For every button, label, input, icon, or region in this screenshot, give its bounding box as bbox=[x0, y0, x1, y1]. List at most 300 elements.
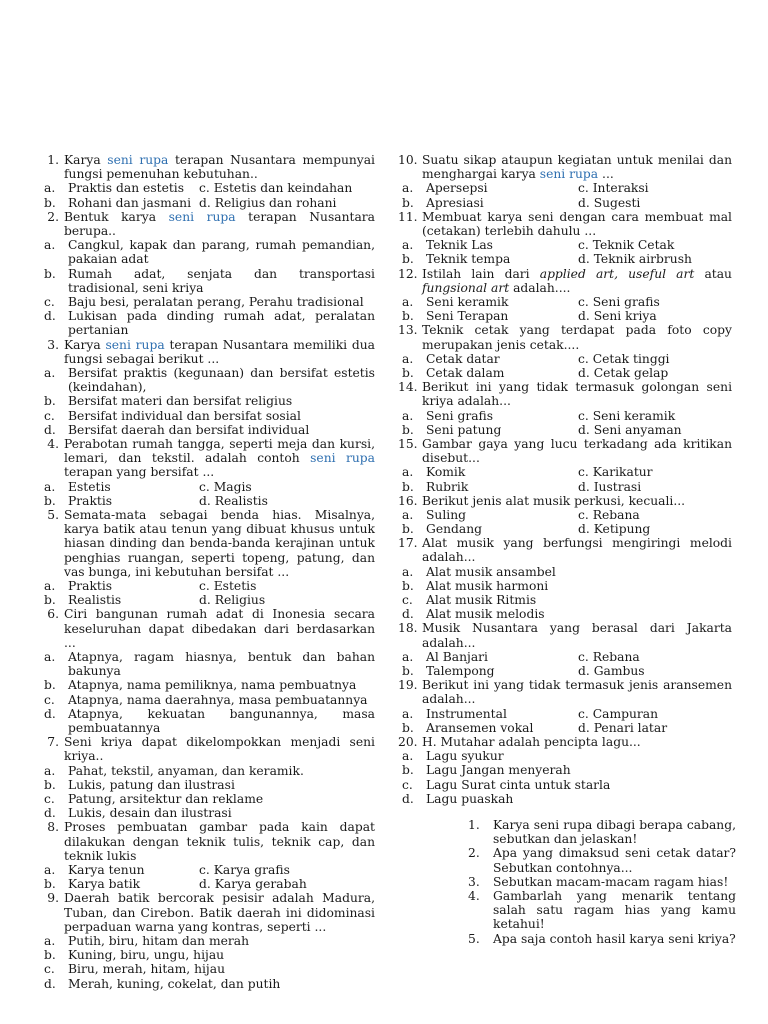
option-row bbox=[398, 309, 732, 323]
answer-option bbox=[40, 707, 375, 735]
option-text: c. Estetis dan keindahan bbox=[199, 181, 353, 196]
option-grid bbox=[40, 579, 375, 607]
option-grid bbox=[398, 352, 732, 380]
question-text-pre: Suatu sikap ataupun kegiatan untuk menilai dan menghargai karya bbox=[422, 153, 732, 182]
question-item bbox=[40, 338, 375, 366]
answer-option bbox=[398, 565, 732, 579]
option-row bbox=[398, 181, 732, 195]
option-label: b. bbox=[44, 678, 56, 693]
answer-option bbox=[40, 948, 375, 962]
essay-question bbox=[468, 818, 736, 846]
question-text bbox=[422, 380, 732, 408]
option-text: Instrumental bbox=[426, 706, 507, 721]
question-text-pre: Gambar gaya yang lucu terkadang ada kritikan disebut... bbox=[422, 436, 732, 466]
option-text: Komik bbox=[426, 465, 466, 480]
question-text-pre: Bentuk karya bbox=[64, 209, 169, 224]
option-text: c. Magis bbox=[199, 479, 252, 494]
option-text: Praktis bbox=[68, 579, 113, 594]
question-text-pre: Ciri bangunan rumah adat di Inonesia secara keseluruhan dapat dibedakan dari berdasarkan ... bbox=[64, 607, 375, 650]
question-number: 1. bbox=[47, 153, 59, 167]
option-text: c. Campuran bbox=[578, 706, 659, 721]
question-text-post: terapan yang bersifat ... bbox=[64, 465, 215, 480]
question-text-pre: Karya bbox=[64, 153, 108, 167]
option-list bbox=[40, 650, 375, 735]
question-number: 13. bbox=[398, 323, 418, 338]
question-item bbox=[398, 267, 732, 295]
question-text-pre: Alat musik yang berfungsi mengiringi melodi adalah... bbox=[422, 536, 732, 565]
question-item bbox=[40, 820, 375, 863]
option-text: Atapnya, ragam hiasnya, bentuk dan bahan bakunya bbox=[68, 650, 375, 679]
highlight-term: seni rupa bbox=[310, 451, 375, 466]
option-label: b. bbox=[44, 593, 56, 608]
option-grid bbox=[398, 707, 732, 735]
option-text: Patung, arsitektur dan reklame bbox=[68, 792, 264, 807]
option-text: Lagu Jangan menyerah bbox=[426, 763, 571, 778]
essay-number: 4. bbox=[468, 889, 480, 904]
option-grid bbox=[40, 480, 375, 508]
question-number: 14. bbox=[398, 380, 418, 395]
option-text: d. Religius bbox=[199, 593, 266, 608]
essay-number: 1. bbox=[468, 818, 480, 832]
option-label: b. bbox=[402, 195, 414, 210]
question-item bbox=[398, 536, 732, 564]
answer-option bbox=[40, 238, 375, 266]
answer-option bbox=[40, 977, 375, 991]
option-row bbox=[40, 579, 375, 593]
option-label: d. bbox=[44, 806, 56, 821]
option-grid bbox=[398, 295, 732, 323]
essay-number: 2. bbox=[468, 846, 480, 861]
question-text-pre: Proses pembuatan gambar pada kain dapat dilakukan dengan teknik tulis, teknik cap, dan teknik lukis bbox=[64, 820, 375, 863]
question-text-post: terapan Nusantara mempunyai fungsi pemenuhan kebutuhan.. bbox=[64, 153, 375, 182]
option-text: Lukis, desain dan ilustrasi bbox=[68, 806, 232, 821]
essay-text: Karya seni rupa dibagi berapa cabang, sebutkan dan jelaskan! bbox=[493, 818, 736, 847]
option-row bbox=[398, 252, 732, 266]
option-label: d. bbox=[44, 976, 56, 991]
question-item bbox=[40, 891, 375, 934]
highlight-term: seni rupa bbox=[105, 337, 165, 352]
question-text-italic: applied art, useful art bbox=[539, 266, 695, 281]
option-text: d. Cetak gelap bbox=[578, 365, 669, 380]
question-text bbox=[422, 437, 732, 465]
option-list bbox=[40, 238, 375, 337]
answer-option bbox=[398, 792, 732, 806]
option-label: a. bbox=[402, 238, 414, 253]
question-item bbox=[398, 380, 732, 408]
highlight-term: seni rupa bbox=[107, 153, 169, 167]
option-label: b. bbox=[402, 479, 414, 494]
option-label: a. bbox=[44, 934, 56, 949]
question-text bbox=[64, 735, 375, 763]
option-label: b. bbox=[44, 877, 56, 892]
question-text bbox=[422, 153, 732, 181]
option-text: Seni patung bbox=[426, 422, 502, 437]
option-text: Lagu Surat cinta untuk starla bbox=[426, 777, 611, 792]
answer-option bbox=[40, 764, 375, 778]
option-row bbox=[40, 593, 375, 607]
option-label: b. bbox=[402, 309, 414, 324]
option-text: Alat musik ansambel bbox=[426, 564, 556, 579]
question-item bbox=[398, 210, 732, 238]
question-text bbox=[64, 820, 375, 863]
option-text: Aransemen vokal bbox=[426, 720, 534, 735]
option-label: a. bbox=[402, 749, 414, 764]
question-number: 11. bbox=[398, 209, 418, 224]
question-item bbox=[398, 437, 732, 465]
question-text-pre: Membuat karya seni dengan cara membuat mal (cetakan) terlebih dahulu ... bbox=[422, 209, 732, 238]
question-text-post: terapan Nusantara memiliki dua fungsi sebagai berikut ... bbox=[64, 337, 375, 366]
question-item bbox=[398, 494, 732, 508]
question-text bbox=[64, 891, 375, 934]
option-row bbox=[398, 409, 732, 423]
essay-number: 3. bbox=[468, 874, 480, 889]
option-text: d. Seni anyaman bbox=[578, 422, 682, 437]
question-text bbox=[64, 607, 375, 650]
option-label: a. bbox=[402, 706, 414, 721]
option-text: Cetak dalam bbox=[426, 365, 505, 380]
essay-question bbox=[468, 875, 736, 889]
question-text-mid: atau bbox=[694, 266, 732, 281]
option-text: c. Cetak tinggi bbox=[578, 351, 670, 366]
option-row bbox=[398, 664, 732, 678]
question-item bbox=[40, 508, 375, 579]
option-label: c. bbox=[44, 692, 55, 707]
option-list bbox=[40, 764, 375, 821]
answer-option bbox=[398, 593, 732, 607]
option-text: Bersifat materi dan bersifat religius bbox=[68, 394, 293, 409]
option-label: d. bbox=[402, 791, 414, 806]
option-text: Atapnya, kekuatan bangunannya, masa pembuatannya bbox=[68, 706, 375, 736]
question-text-pre: Teknik cetak yang terdapat pada foto copy merupakan jenis cetak.... bbox=[422, 323, 732, 352]
option-label: b. bbox=[402, 578, 414, 593]
question-number: 12. bbox=[398, 266, 418, 281]
option-label: a. bbox=[44, 366, 56, 381]
answer-option bbox=[398, 607, 732, 621]
option-row bbox=[398, 196, 732, 210]
option-text: Putih, biru, hitam dan merah bbox=[68, 934, 250, 949]
answer-option bbox=[40, 693, 375, 707]
option-label: a. bbox=[402, 564, 414, 579]
option-row bbox=[398, 480, 732, 494]
essay-text: Apa yang dimaksud seni cetak datar? Sebutkan contohnya... bbox=[493, 846, 736, 875]
question-text-pre: Berikut jenis alat musik perkusi, kecuali... bbox=[422, 493, 686, 508]
option-text: Bersifat individual dan bersifat sosial bbox=[68, 408, 301, 423]
option-text: Atapnya, nama daerahnya, masa pembuatannya bbox=[68, 692, 368, 707]
question-text-pre: Berikut ini yang tidak termasuk jenis aransemen adalah... bbox=[422, 678, 732, 707]
answer-option bbox=[40, 295, 375, 309]
question-item bbox=[40, 437, 375, 480]
option-row bbox=[40, 196, 375, 210]
option-text: Lagu syukur bbox=[426, 749, 504, 764]
option-row bbox=[398, 721, 732, 735]
answer-option bbox=[40, 366, 375, 394]
option-text: d. Iustrasi bbox=[578, 479, 642, 494]
option-text: Cetak datar bbox=[426, 351, 500, 366]
option-text: c. Karikatur bbox=[578, 465, 653, 480]
option-label: b. bbox=[44, 777, 56, 792]
answer-option bbox=[40, 678, 375, 692]
question-number: 18. bbox=[398, 621, 418, 636]
option-text: Atapnya, nama pemiliknya, nama pembuatnya bbox=[68, 678, 357, 693]
question-text-italic: fungsional art bbox=[422, 280, 510, 295]
question-text bbox=[64, 437, 375, 480]
option-text: Biru, merah, hitam, hijau bbox=[68, 962, 225, 977]
question-text bbox=[422, 210, 732, 238]
question-item bbox=[398, 621, 732, 649]
question-item bbox=[398, 735, 732, 749]
option-text: Apersepsi bbox=[426, 181, 488, 196]
option-label: b. bbox=[44, 493, 56, 508]
question-text bbox=[422, 678, 732, 706]
option-label: c. bbox=[402, 593, 413, 608]
option-label: b. bbox=[402, 522, 414, 537]
option-label: a. bbox=[44, 579, 56, 594]
option-text: Seni Terapan bbox=[426, 309, 509, 324]
option-text: Al Banjari bbox=[426, 649, 488, 664]
option-text: Praktis bbox=[68, 493, 113, 508]
question-number: 5. bbox=[47, 508, 59, 523]
option-list bbox=[398, 565, 732, 622]
option-row bbox=[40, 877, 375, 891]
answer-option bbox=[40, 309, 375, 337]
option-label: b. bbox=[402, 252, 414, 267]
question-text bbox=[422, 267, 732, 295]
option-row bbox=[398, 508, 732, 522]
essay-text: Sebutkan macam-macam ragam hias! bbox=[493, 874, 729, 889]
option-row bbox=[398, 522, 732, 536]
answer-option bbox=[398, 579, 732, 593]
option-text: d. Gambus bbox=[578, 664, 645, 679]
essay-text: Apa saja contoh hasil karya seni kriya? bbox=[493, 931, 736, 946]
question-number: 4. bbox=[47, 437, 59, 452]
question-number: 15. bbox=[398, 436, 418, 451]
question-text-pre: Perabotan rumah tangga, seperti meja dan kursi, lemari, dan tekstil. adalah contoh bbox=[64, 437, 375, 466]
option-text: Alat musik harmoni bbox=[426, 578, 549, 593]
option-text: Bersifat daerah dan bersifat individual bbox=[68, 422, 310, 437]
option-text: d. Seni kriya bbox=[578, 309, 657, 324]
question-text-pre: Karya bbox=[64, 337, 106, 352]
option-text: c. Seni keramik bbox=[578, 408, 676, 423]
answer-option bbox=[40, 650, 375, 678]
answer-option bbox=[40, 423, 375, 437]
question-number: 7. bbox=[47, 735, 59, 750]
answer-option bbox=[40, 267, 375, 295]
option-label: d. bbox=[402, 607, 414, 622]
right-column bbox=[398, 153, 732, 806]
option-label: a. bbox=[44, 763, 56, 778]
option-text: c. Interaksi bbox=[578, 181, 649, 196]
question-text-pre: Daerah batik bercorak pesisir adalah Madura, Tuban, dan Cirebon. Batik daerah ini didominasi perpaduan warna yang kontras, seperti ... bbox=[64, 891, 375, 934]
question-text bbox=[64, 153, 375, 181]
question-text bbox=[64, 210, 375, 238]
answer-option bbox=[40, 934, 375, 948]
question-text-pre: H. Mutahar adalah pencipta lagu... bbox=[422, 735, 641, 750]
option-text: Rohani dan jasmani bbox=[68, 195, 192, 210]
answer-option bbox=[40, 792, 375, 806]
option-text: c. Seni grafis bbox=[578, 294, 660, 309]
question-text-pre: Istilah lain dari bbox=[422, 266, 540, 281]
option-text: d. Realistis bbox=[199, 493, 268, 508]
option-list bbox=[398, 749, 732, 806]
option-label: c. bbox=[44, 792, 55, 807]
option-text: Seni keramik bbox=[426, 294, 509, 309]
answer-option bbox=[40, 394, 375, 408]
option-text: Rubrik bbox=[426, 479, 469, 494]
option-row bbox=[398, 650, 732, 664]
option-label: c. bbox=[44, 962, 55, 977]
option-row bbox=[40, 181, 375, 195]
question-item bbox=[398, 678, 732, 706]
option-text: Suling bbox=[426, 507, 467, 522]
option-text: Karya batik bbox=[68, 877, 141, 892]
option-grid bbox=[398, 238, 732, 266]
option-text: Pahat, tekstil, anyaman, dan keramik. bbox=[68, 763, 304, 778]
option-label: c. bbox=[44, 295, 55, 309]
question-text-post: ... bbox=[598, 167, 614, 182]
option-label: a. bbox=[44, 479, 56, 494]
option-text: c. Rebana bbox=[578, 507, 640, 522]
essay-question bbox=[468, 846, 736, 874]
option-label: a. bbox=[402, 465, 414, 480]
option-label: b. bbox=[44, 195, 56, 210]
option-label: c. bbox=[402, 777, 413, 792]
question-text-pre: Musik Nusantara yang berasal dari Jakarta adalah... bbox=[422, 621, 732, 650]
option-text: c. Rebana bbox=[578, 649, 640, 664]
option-label: b. bbox=[44, 266, 56, 281]
option-text: d. Teknik airbrush bbox=[578, 252, 692, 267]
question-text-pre: Berikut ini yang tidak termasuk golongan seni kriya adalah... bbox=[422, 380, 732, 409]
option-grid bbox=[398, 650, 732, 678]
option-text: Lukis, patung dan ilustrasi bbox=[68, 777, 235, 792]
option-row bbox=[398, 352, 732, 366]
option-row bbox=[40, 494, 375, 508]
essay-section bbox=[468, 818, 736, 946]
answer-option bbox=[398, 763, 732, 777]
option-row bbox=[398, 295, 732, 309]
question-number: 3. bbox=[47, 337, 59, 352]
option-text: Kuning, biru, ungu, hijau bbox=[68, 948, 225, 963]
option-label: a. bbox=[402, 649, 414, 664]
question-number: 2. bbox=[47, 209, 59, 224]
option-text: Alat musik melodis bbox=[426, 607, 545, 622]
option-row bbox=[40, 863, 375, 877]
option-label: a. bbox=[402, 351, 414, 366]
option-text: Estetis bbox=[68, 479, 111, 494]
question-text-pre: Semata-mata sebagai benda hias. Misalnya, karya batik atau tenun yang dibuat khusus untuk hiasan dinding dan benda-banda kerajinan untuk penghias ruangan, seperti topeng, patung, dan vas bunga, ini kebutuhan bersifat ... bbox=[64, 508, 375, 579]
option-grid bbox=[398, 465, 732, 493]
option-grid bbox=[398, 508, 732, 536]
question-text-post: adalah.... bbox=[509, 280, 571, 295]
option-grid bbox=[40, 863, 375, 891]
question-number: 19. bbox=[398, 678, 418, 693]
option-text: Karya tenun bbox=[68, 863, 145, 878]
question-text bbox=[64, 508, 375, 579]
highlight-term: seni rupa bbox=[168, 209, 236, 224]
option-text: Baju besi, peralatan perang, Perahu tradisional bbox=[68, 295, 364, 309]
option-label: d. bbox=[44, 706, 56, 721]
option-text: Merah, kuning, cokelat, dan putih bbox=[68, 976, 281, 991]
option-text: d. Karya gerabah bbox=[199, 877, 307, 892]
essay-question bbox=[468, 889, 736, 932]
option-text: Teknik tempa bbox=[426, 252, 511, 267]
question-text bbox=[422, 735, 732, 749]
option-label: b. bbox=[44, 948, 56, 963]
question-text bbox=[422, 621, 732, 649]
essay-text: Gambarlah yang menarik tentang salah satu ragam hias yang kamu ketahui! bbox=[493, 889, 736, 932]
option-row bbox=[398, 366, 732, 380]
option-text: Teknik Las bbox=[426, 238, 493, 253]
answer-option bbox=[398, 749, 732, 763]
option-text: Praktis dan estetis bbox=[68, 181, 185, 196]
option-text: c. Karya grafis bbox=[199, 863, 290, 878]
option-text: Apresiasi bbox=[426, 195, 484, 210]
answer-option bbox=[398, 778, 732, 792]
question-number: 6. bbox=[47, 607, 59, 622]
answer-option bbox=[40, 778, 375, 792]
option-text: c. Teknik Cetak bbox=[578, 238, 675, 253]
option-text: Talempong bbox=[426, 664, 495, 679]
option-text: Lukisan pada dinding rumah adat, peralatan pertanian bbox=[68, 309, 375, 338]
option-label: b. bbox=[402, 365, 414, 380]
option-text: Lagu puaskah bbox=[426, 791, 514, 806]
option-row bbox=[398, 423, 732, 437]
question-number: 10. bbox=[398, 153, 418, 167]
option-text: Cangkul, kapak dan parang, rumah pemandian, pakaian adat bbox=[68, 238, 375, 267]
option-label: b. bbox=[402, 720, 414, 735]
answer-option bbox=[40, 409, 375, 423]
option-text: Alat musik Ritmis bbox=[426, 593, 537, 608]
option-row bbox=[398, 465, 732, 479]
option-text: d. Ketipung bbox=[578, 522, 651, 537]
option-label: c. bbox=[44, 408, 55, 423]
question-number: 20. bbox=[398, 735, 418, 750]
question-item bbox=[398, 323, 732, 351]
essay-question bbox=[468, 932, 736, 946]
question-item bbox=[398, 153, 732, 181]
option-list bbox=[40, 934, 375, 991]
option-label: a. bbox=[44, 863, 56, 878]
option-label: a. bbox=[402, 507, 414, 522]
option-grid bbox=[398, 409, 732, 437]
left-column bbox=[40, 153, 375, 991]
question-item bbox=[40, 735, 375, 763]
essay-number: 5. bbox=[468, 931, 480, 946]
option-text: Realistis bbox=[68, 593, 122, 608]
option-text: Gendang bbox=[426, 522, 483, 537]
option-text: d. Penari latar bbox=[578, 720, 668, 735]
option-label: b. bbox=[402, 422, 414, 437]
question-text bbox=[64, 338, 375, 366]
question-number: 17. bbox=[398, 536, 418, 551]
option-row bbox=[398, 707, 732, 721]
option-grid bbox=[40, 181, 375, 209]
question-text bbox=[422, 536, 732, 564]
option-text: d. Religius dan rohani bbox=[199, 195, 337, 210]
option-text: Bersifat praktis (kegunaan) dan bersifat estetis (keindahan), bbox=[68, 366, 375, 395]
option-label: b. bbox=[402, 664, 414, 679]
answer-option bbox=[40, 962, 375, 976]
question-number: 16. bbox=[398, 493, 418, 508]
question-number: 9. bbox=[47, 891, 59, 906]
option-label: d. bbox=[44, 309, 56, 324]
option-label: d. bbox=[44, 422, 56, 437]
highlight-term: seni rupa bbox=[539, 167, 599, 182]
option-label: a. bbox=[44, 650, 56, 665]
question-item bbox=[40, 210, 375, 238]
question-text bbox=[422, 494, 732, 508]
question-text bbox=[422, 323, 732, 351]
option-label: b. bbox=[44, 394, 56, 409]
